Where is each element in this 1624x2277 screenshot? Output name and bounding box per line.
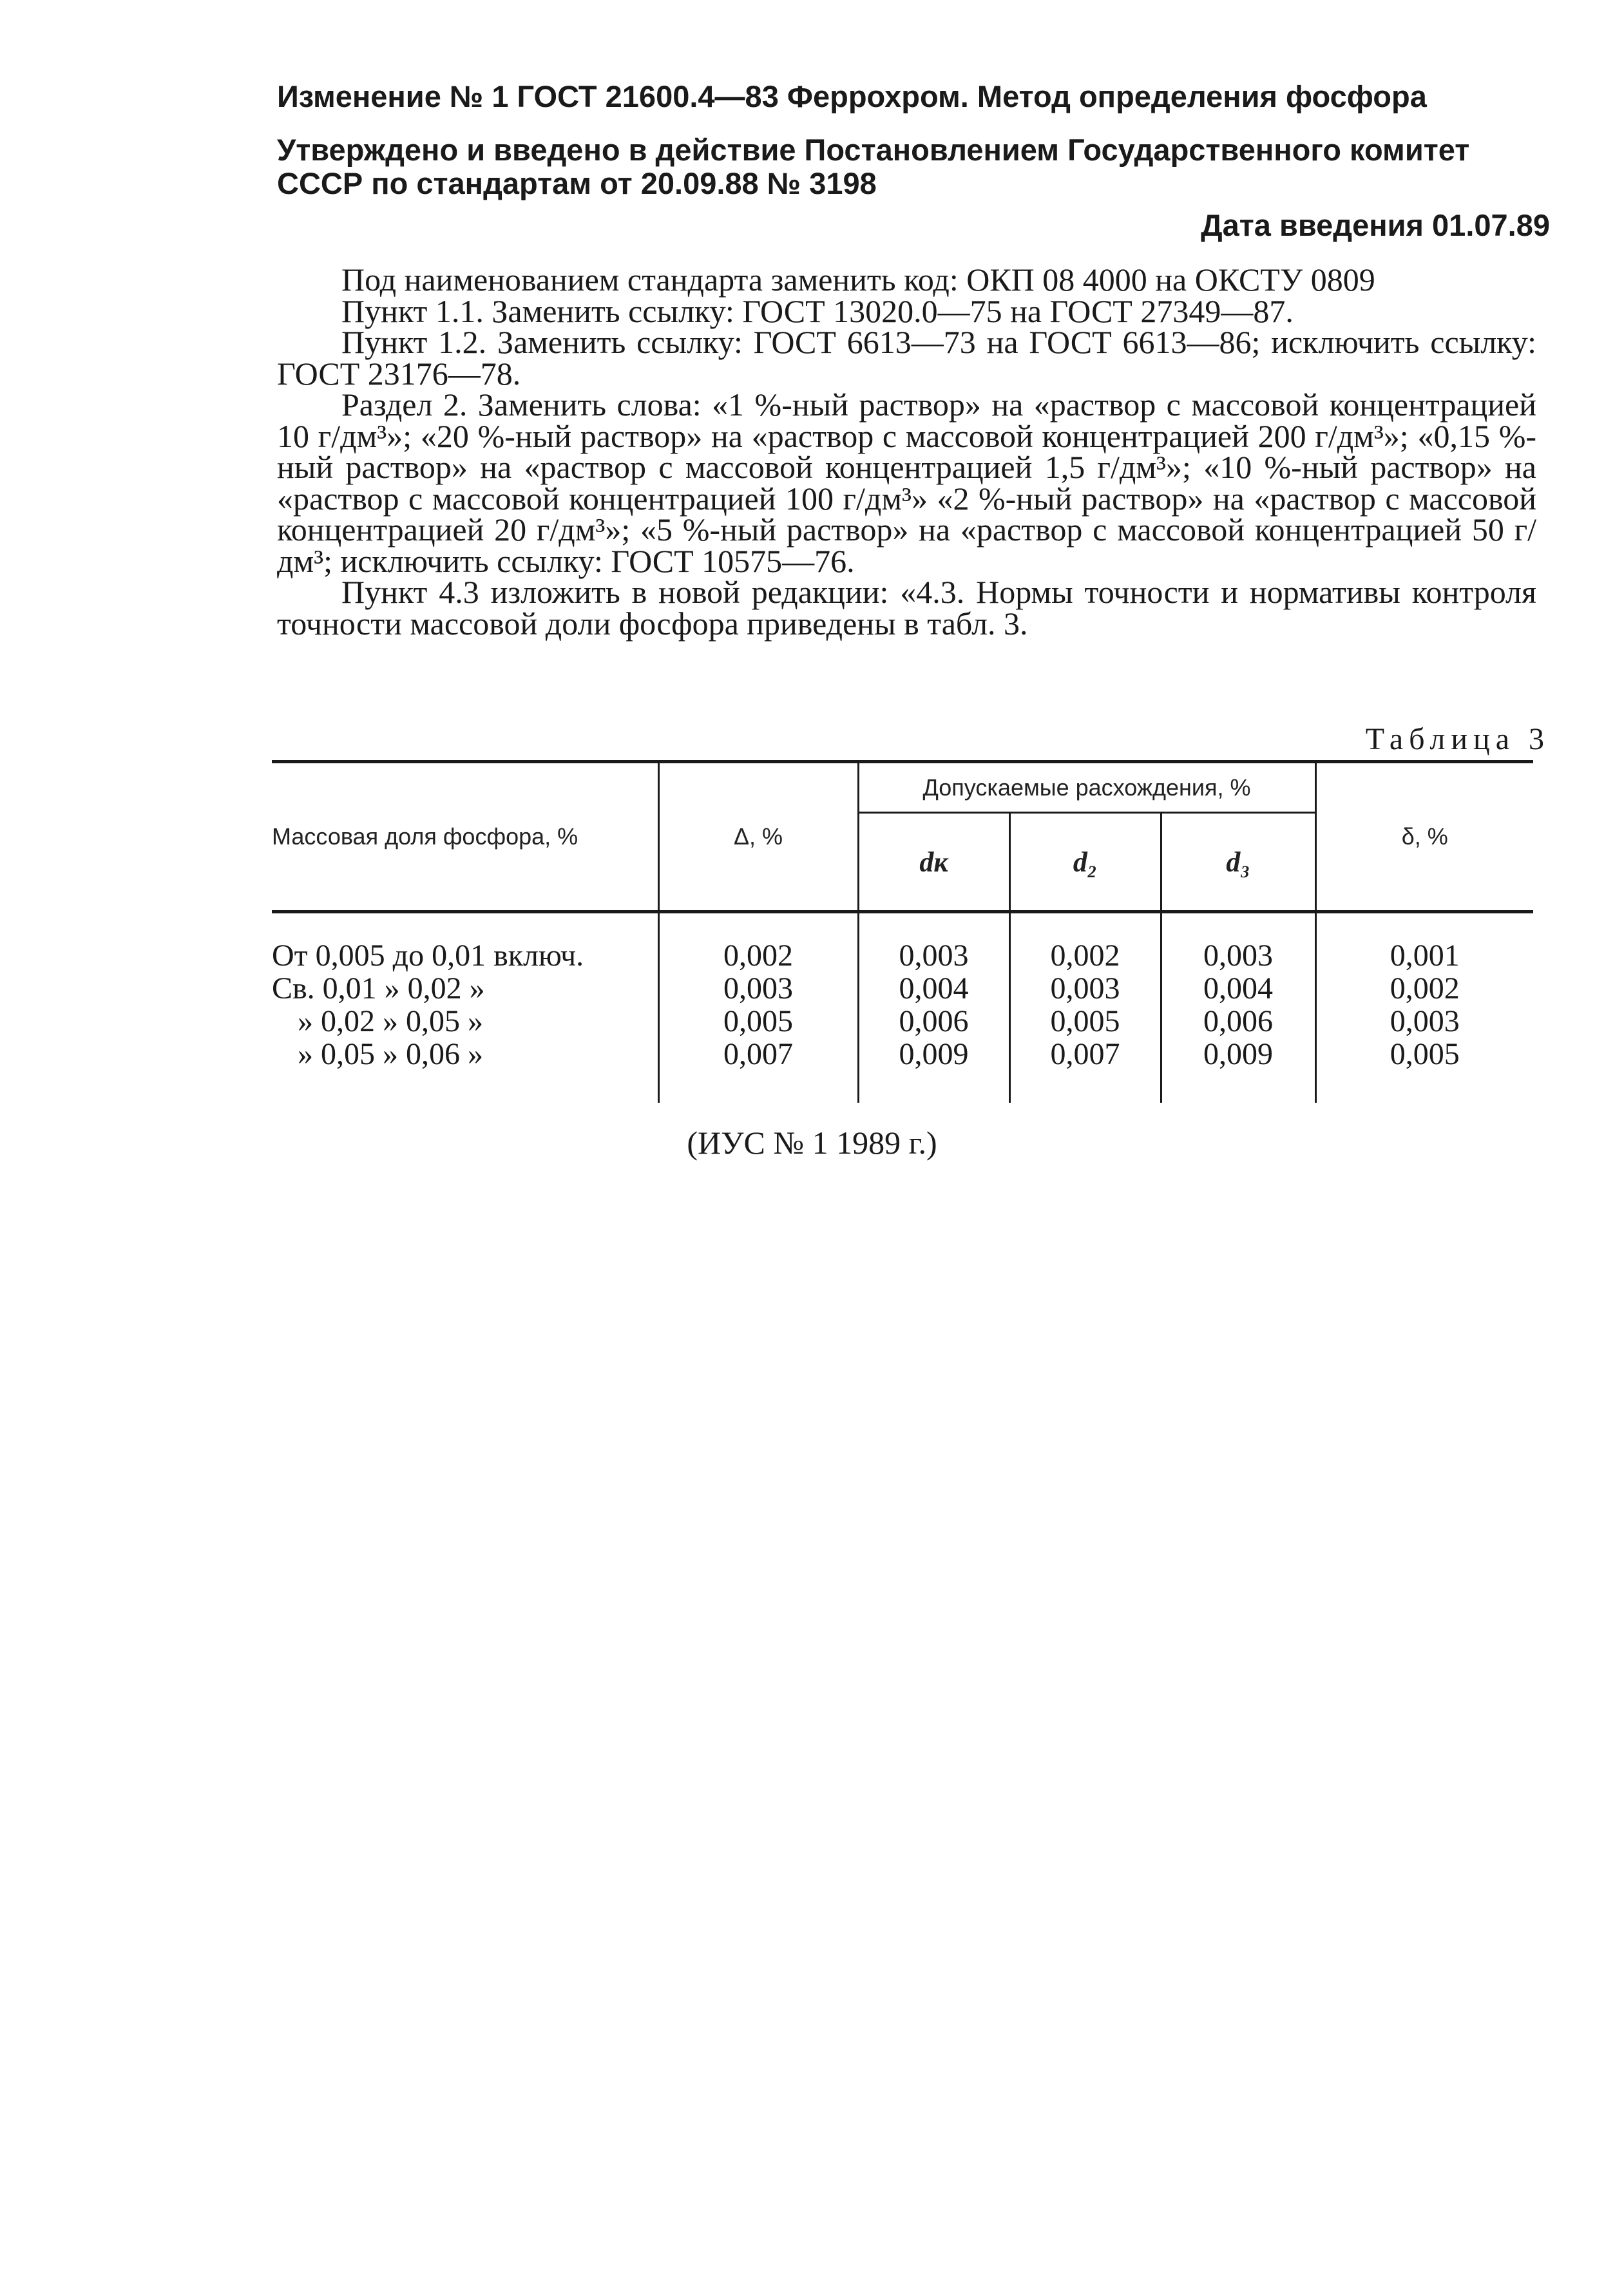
table-row: Св. 0,01 » 0,02 » 0,003 0,004 0,003 0,004 0,002 [272, 972, 1533, 1005]
header-mass-fraction: Массовая доля фосфора, % [272, 823, 578, 850]
header-dk: dк [919, 846, 948, 878]
paragraph-item-4-3: Пункт 4.3 изложить в новой редакции: «4.3. Нормы точности и нормативы контроля точности массовой доли фосфора приведены в табл. 3. [277, 574, 1536, 642]
header-delta-small: δ, % [1315, 763, 1533, 912]
header-delta: Δ, % [658, 763, 858, 912]
table-row: » 0,05 » 0,06 » 0,007 0,009 0,007 0,009 0,005 [272, 1038, 1533, 1071]
paragraph-item-1-2: Пункт 1.2. Заменить ссылку: ГОСТ 6613—73 на ГОСТ 6613—86; исключить ссылку: ГОСТ 23176—78. [277, 324, 1536, 392]
approval-line-2: СССР по стандартам от 20.09.88 № 3198 [277, 166, 877, 200]
table-row: » 0,02 » 0,05 » 0,005 0,006 0,005 0,006 0,003 [272, 1005, 1533, 1038]
precision-table [272, 760, 1533, 1103]
table-row: От 0,005 до 0,01 включ. 0,002 0,003 0,002 0,003 0,001 [272, 939, 1533, 972]
table-caption: Таблица 3 [1365, 722, 1550, 756]
effective-date: Дата введения 01.07.89 [1201, 208, 1550, 242]
header-allowed-discrepancies: Допускаемые расхождения, % [858, 763, 1315, 813]
header-d3: d₃ [1226, 846, 1250, 878]
header-d2: d₂ [1073, 846, 1098, 878]
paragraph-section-2: Раздел 2. Заменить слова: «1 %-ный раствор» на «раствор с массовой концентрацией 10 г/дм³»; «20 %-ный раствор» на «раствор с массовой концентрацией 200 г/дм³»; «0,15 %-ный раствор» на «раствор с массовой концентрацией 1,5 г/дм³»; «10 %-ный раствор» на «раствор с массовой концентрацией 100 г/дм³» «2 %-ный раствор» на «раствор с массовой концентрацией 20 г/дм³»; «5 %-ный раствор» на «раствор с массовой концентрацией 50 г/дм³; исключить ссылку: ГОСТ 10575—76. [277, 386, 1536, 579]
approval-line-1: Утверждено и введено в действие Постановлением Государственного комитет [277, 133, 1470, 167]
amendment-body [277, 262, 1536, 642]
paragraph-item-1-1: Пункт 1.1. Заменить ссылку: ГОСТ 13020.0—75 на ГОСТ 27349—87. [341, 292, 1294, 329]
source-reference: (ИУС № 1 1989 г.) [687, 1125, 937, 1161]
paragraph-code-change: Под наименованием стандарта заменить код: ОКП 08 4000 на ОКСТУ 0809 [341, 262, 1375, 298]
amendment-title: Изменение № 1 ГОСТ 21600.4—83 Феррохром. Метод определения фосфора [277, 79, 1427, 113]
